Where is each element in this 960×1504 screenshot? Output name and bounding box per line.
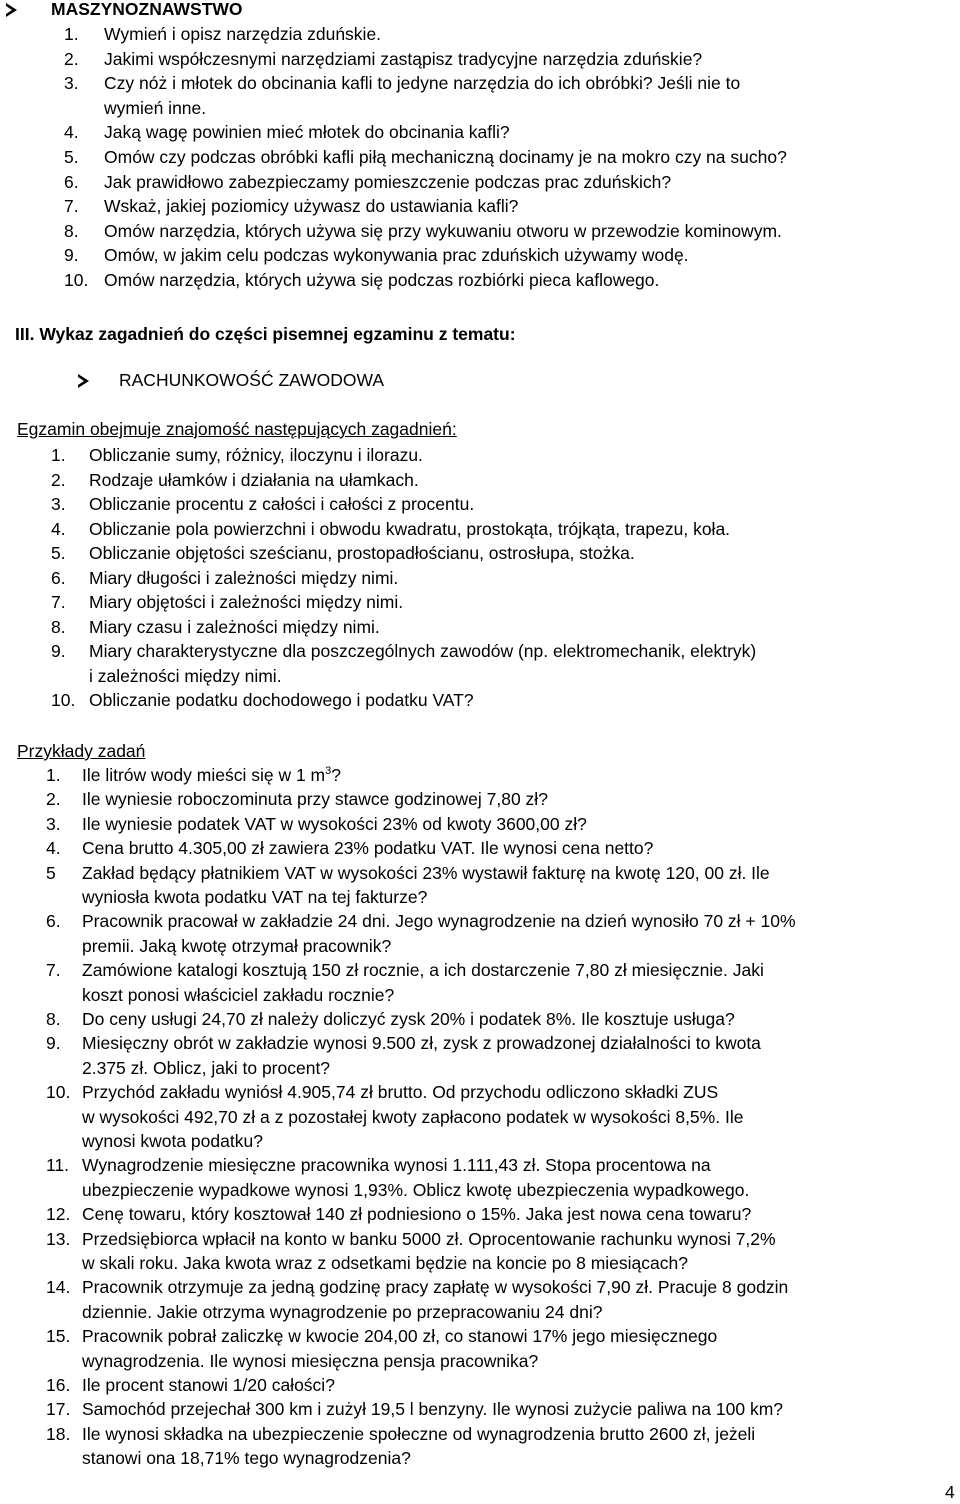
item-number: 12. [46,1204,71,1225]
item-text [82,764,341,786]
item-number: 1. [64,24,79,44]
item-text: Czy nóż i młotek do obcinania kafli to jedyne narzędzia do ich obróbki? Jeśli nie to [104,73,741,94]
item-text: Obliczanie objętości sześcianu, prostopadłościanu, ostrosłupa, stożka. [89,543,635,563]
item-text: Pracownik otrzymuje za jedną godzinę pracy zapłatę w wysokości 7,90 zł. Pracuje 8 godzin [82,1277,789,1298]
item-number: 6. [46,911,61,932]
item-number: 10. [46,1082,71,1103]
item-text: wyniosła kwota podatku VAT na tej fakturze? [82,887,428,907]
bullet-arrow-icon [6,3,17,17]
item-number: 4. [51,518,66,539]
item-number: 10. [51,690,76,710]
item-number: 11. [46,1155,70,1176]
item-number: 15. [46,1326,71,1347]
item-number: 6. [64,171,79,192]
item-number: 6. [51,567,66,588]
item-number: 7. [64,196,79,217]
section-title-rachunkowosc: RACHUNKOWOŚĆ ZAWODOWA [119,370,385,390]
item-number: 16. [46,1375,71,1395]
item-text: Przedsiębiorca wpłacił na konto w banku 5000 zł. Oprocentowanie rachunku wynosi 7,2% [82,1228,776,1249]
item-text: Cenę towaru, który kosztował 140 zł podniesiono o 15%. Jaka jest nowa cena towaru? [82,1204,752,1225]
item-number: 5. [51,543,66,563]
exam-topics-subheading: Egzamin obejmuje znajomość następujących zagadnień: [17,419,457,439]
example-1-question-mark: ? [331,765,341,785]
item-number: 9. [51,641,66,661]
section-title-maszynoznawstwo: MASZYNOZNAWSTWO [51,0,243,19]
item-text: Do ceny usługi 24,70 zł należy doliczyć zysk 20% i podatek 8%. Ile kosztuje usługa? [82,1009,735,1029]
bullet-arrow-icon [78,374,89,388]
item-number: 8. [51,616,66,637]
item-text: wynosi kwota podatku? [82,1131,263,1151]
item-number: 3. [51,494,66,514]
item-text: dziennie. Jakie otrzyma wynagrodzenie po przepracowaniu 24 dni? [82,1301,603,1322]
item-number: 4. [46,838,61,859]
item-text: Miesięczny obrót w zakładzie wynosi 9.500 zł, zysk z prowadzonej działalności to kwota [82,1033,761,1054]
item-text: Ile wyniesie roboczominuta przy stawce godzinowej 7,80 zł? [82,789,548,810]
item-number: 9. [46,1033,61,1054]
item-text: wynagrodzenia. Ile wynosi miesięczna pensja pracownika? [82,1350,539,1371]
item-text: Jakimi współczesnymi narzędziami zastąpisz tradycyjne narzędzia zduńskie? [104,48,703,69]
item-number: 14. [46,1277,71,1298]
item-text: 2.375 zł. Oblicz, jaki to procent? [82,1057,331,1078]
item-number: 2. [46,789,61,810]
item-number: 18. [46,1423,71,1444]
item-text: Samochód przejechał 300 km i zużył 19,5 l benzyny. Ile wynosi zużycie paliwa na 100 km? [82,1399,783,1420]
examples-heading: Przykłady zadań [17,741,146,761]
item-text: w skali roku. Jaka kwota wraz z odsetkami będzie na koncie po 8 miesiącach? [82,1253,688,1273]
item-number: 9. [64,245,79,266]
item-number: 17. [46,1399,71,1420]
item-text: Ile wyniesie podatek VAT w wysokości 23% od kwoty 3600,00 zł? [82,813,587,834]
item-text: Miary objętości i zależności między nimi. [89,592,404,612]
item-number: 5 [46,862,56,883]
item-text: Wskaż, jakiej poziomicy używasz do ustawiania kafli? [104,196,519,217]
item-number: 7. [51,592,66,612]
item-text: premii. Jaką kwotę otrzymał pracownik? [82,935,392,956]
item-text: Wymień i opisz narzędzia zduńskie. [104,24,382,44]
page-number: 4 [945,1482,955,1502]
item-number: 2. [51,469,66,490]
item-number: 5. [64,147,79,167]
item-text: i zależności między nimi. [89,665,282,686]
item-text: Jaką wagę powinien mieć młotek do obcinania kafli? [104,122,510,143]
item-text: ubezpieczenie wypadkowe wynosi 1,93%. Oblicz kwotę ubezpieczenia wypadkowego. [82,1179,750,1200]
item-text: Miary długości i zależności między nimi. [89,567,399,588]
item-text: Obliczanie sumy, różnicy, iloczynu i ilorazu. [89,445,423,465]
item-text: Wynagrodzenie miesięczne pracownika wynosi 1.111,43 zł. Stopa procentowa na [82,1155,711,1176]
item-text: w wysokości 492,70 zł a z pozostałej kwoty zapłacono podatek w wysokości 8,5%. Ile [82,1106,744,1127]
item-number: 7. [46,960,61,981]
item-text: Cena brutto 4.305,00 zł zawiera 23% podatku VAT. Ile wynosi cena netto? [82,838,654,859]
item-text: Miary czasu i zależności między nimi. [89,616,380,637]
section-iii-text: Wykaz zagadnień do części pisemnej egzaminu z tematu: [39,324,516,344]
item-number: 8. [64,220,79,241]
section-iii-roman: III. [15,324,35,344]
item-text: Rodzaje ułamków i działania na ułamkach. [89,469,419,490]
item-text: Pracownik pracował w zakładzie 24 dni. Jego wynagrodzenie na dzień wynosiło 70 zł + 10% [82,911,796,932]
item-number: 1. [46,765,61,785]
item-text: Zamówione katalogi kosztują 150 zł rocznie, a ich dostarczenie 7,80 zł miesięcznie. Jaki [82,960,764,981]
item-text: Ile procent stanowi 1/20 całości? [82,1375,335,1395]
item-text: Omów narzędzia, których używa się przy wykuwaniu otworu w przewodzie kominowym. [104,220,782,241]
item-text: stanowi ona 18,71% tego wynagrodzenia? [82,1448,411,1469]
item-text: Ile wynosi składka na ubezpieczenie społeczne od wynagrodzenia brutto 2600 zł, jeżeli [82,1423,756,1444]
item-text: Miary charakterystyczne dla poszczególnych zawodów (np. elektromechanik, elektryk) [89,641,757,661]
item-number: 1. [51,445,66,465]
item-text: Pracownik pobrał zaliczkę w kwocie 204,00 zł, co stanowi 17% jego miesięcznego [82,1326,718,1347]
item-number: 10. [64,270,89,290]
item-text: Zakład będący płatnikiem VAT w wysokości 23% wystawił fakturę na kwotę 120, 00 zł. Ile [82,862,770,883]
item-text: wymień inne. [104,97,207,118]
item-text: Obliczanie pola powierzchni i obwodu kwadratu, prostokąta, trójkąta, trapezu, koła. [89,518,731,539]
section-iii-heading [15,323,516,345]
item-text: Omów czy podczas obróbki kafli piłą mechaniczną docinamy je na mokro czy na sucho? [104,147,787,167]
item-number: 4. [64,122,79,143]
item-text: Omów, w jakim celu podczas wykonywania prac zduńskich używamy wodę. [104,245,689,266]
item-text: Obliczanie podatku dochodowego i podatku VAT? [89,690,474,710]
item-number: 13. [46,1228,71,1249]
superscript-exponent: 3 [325,765,332,778]
item-text: Omów narzędzia, których używa się podczas rozbiórki pieca kaflowego. [104,270,660,290]
item-text: koszt ponosi właściciel zakładu rocznie? [82,984,395,1005]
item-text: Przychód zakładu wyniósł 4.905,74 zł brutto. Od przychodu odliczono składki ZUS [82,1082,719,1103]
example-1-text: Ile litrów wody mieści się w 1 m [82,765,326,785]
item-text: Obliczanie procentu z całości i całości z procentu. [89,494,475,514]
item-number: 3. [64,73,79,94]
item-number: 8. [46,1009,61,1029]
item-text: Jak prawidłowo zabezpieczamy pomieszczenie podczas prac zduńskich? [104,171,672,192]
item-number: 3. [46,813,61,834]
item-number: 2. [64,48,79,69]
